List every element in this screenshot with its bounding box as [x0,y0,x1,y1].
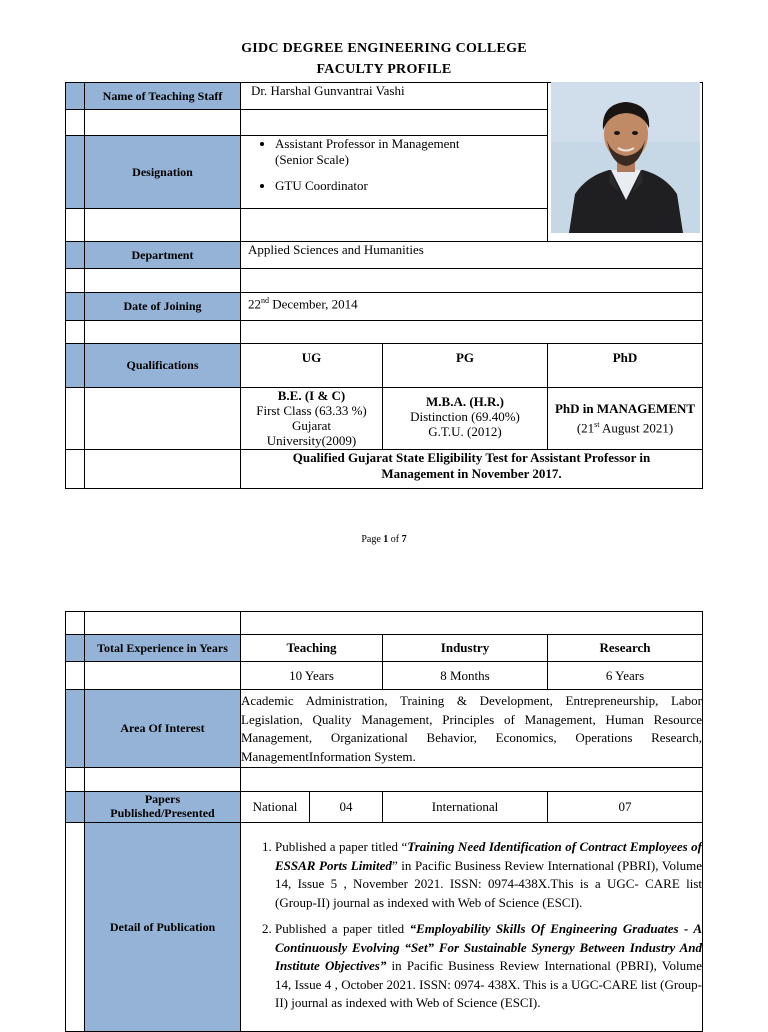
publication-label: Detail of Publication [84,822,241,1032]
experience-label: Total Experience in Years [84,634,241,662]
row-marker [65,292,85,321]
spacer-cell [84,661,241,690]
publication-detail [240,822,703,1032]
joining-rest: December, 2014 [269,296,358,312]
ug-class: First Class (63.33 %) [256,403,367,418]
row-marker [65,611,85,635]
pub1-title: Training Need Identification of Contract Employees of ESSAR Ports Limited [275,839,702,873]
exp-header-research: Research [547,634,703,662]
designation-item: • Assistant Professor in Management (Senior Scale) [275,136,495,168]
row-marker [65,767,85,792]
joining-value [240,292,703,321]
exp-teaching: 10 Years [240,661,383,690]
publication-item [275,920,702,1013]
pub2-post: in Pacific Business Review International (PBRI), Volume 14, Issue 4 , October 2021. ISSN: 0974- 438X. This is a UGC-CARE list (Group-II) journal as indexed with Web of Science (ESCI). [275,958,702,1010]
phd-date-post: August 2021) [599,420,674,436]
college-name: GIDC DEGREE ENGINEERING COLLEGE [241,41,527,56]
spacer-cell [240,109,548,136]
joining-label: Date of Joining [84,292,241,321]
designation-label: Designation [84,135,241,209]
qual-header-ug: UG [240,343,383,388]
publication-list [241,838,702,1013]
spacer-cell [84,109,241,136]
row-marker [65,82,85,110]
pub1-pre: Published a paper titled “ [275,839,408,854]
spacer-cell [84,387,241,450]
pub2-pre: Published a paper titled [275,921,410,936]
designation-item: • GTU Coordinator [275,178,547,194]
joining-day: 22 [248,296,261,312]
ug-university: Gujarat [292,418,331,433]
national-count: 04 [309,791,383,823]
phd-date-pre: (21 [576,420,595,436]
phd-title: PhD in MANAGEMENT [554,401,696,416]
page-prefix: Page [361,534,384,545]
spacer-cell [84,449,241,489]
department-value-text: Applied Sciences and Humanities [248,242,424,257]
row-marker [65,661,85,690]
row-marker [65,320,85,344]
department-label: Department [84,241,241,269]
row-marker [65,449,85,489]
row-marker [65,634,85,662]
interest-value: Academic Administration, Training & Development, Entrepreneurship, Labor Legislation, Quality Management, Principles of Management, Human Resource Management, Organizational Behavior, Economics, Operations Research, ManagementInformation System. [240,689,703,768]
publication-item [275,838,702,912]
spacer-cell [84,611,241,635]
person-portrait-icon [551,82,700,233]
spacer-cell [240,611,703,635]
exp-header-teaching: Teaching [240,634,383,662]
row-marker [65,109,85,136]
international-count: 07 [547,791,703,823]
spacer-cell [240,320,703,344]
spacer-cell [240,268,703,293]
exp-header-industry: Industry [382,634,548,662]
page-number [0,534,768,545]
papers-label-line2: Published/Presented [110,806,215,820]
qual-ug [240,387,383,450]
spacer-cell [240,767,703,792]
qual-header-pg: PG [382,343,548,388]
pg-university: G.T.U. (2012) [428,424,502,439]
international-label: International [382,791,548,823]
row-marker [65,791,85,823]
page-current: 1 [383,534,389,545]
papers-label [84,791,241,823]
name-label: Name of Teaching Staff [84,82,241,110]
qualifications-label: Qualifications [84,343,241,388]
exp-industry: 8 Months [382,661,548,690]
staff-photo [551,82,700,233]
ug-degree: B.E. (I & C) [277,388,346,403]
phd-date-sup: st [594,420,600,429]
spacer-cell [84,320,241,344]
row-marker [65,387,85,450]
designation-list [241,136,547,194]
row-marker [65,241,85,269]
spacer-cell [84,767,241,792]
interest-label: Area Of Interest [84,689,241,768]
row-marker [65,343,85,388]
spacer-cell [240,208,548,242]
name-value [240,82,548,110]
row-marker [65,135,85,209]
department-value [240,241,703,269]
exp-research: 6 Years [547,661,703,690]
document-title: FACULTY PROFILE [316,62,452,77]
row-marker [65,822,85,1032]
qual-header-phd: PhD [547,343,703,388]
spacer-cell [84,268,241,293]
papers-label-line1: Papers [144,792,181,806]
qual-pg [382,387,548,450]
designation-value [240,135,548,209]
pub2-title: “Employability Skills Of Engineering Graduates - A Continuously Evolving “Set” For Sustainable Synergy Between Industry And Institute Objectives” [275,921,703,973]
pub1-post: ” in Pacific Business Review International (PBRI), Volume 14, Issue 5 , November 2021. ISSN: 0974-438X.This is a UGC- CARE list (Group-II) journal as indexed with Web of Science (ESCI). [275,857,702,910]
row-marker [65,689,85,768]
row-marker [65,208,85,242]
page-total: 7 [401,534,407,545]
set-note: Qualified Gujarat State Eligibility Test for Assistant Professor in Management in November 2017. [240,449,703,489]
pg-degree: M.B.A. (H.R.) [426,394,504,409]
spacer-cell [84,208,241,242]
page-mid: of [388,534,402,545]
ug-year: University(2009) [266,433,357,448]
pg-class: Distinction (69.40%) [410,409,520,424]
qual-phd [547,387,703,450]
national-label: National [240,791,310,823]
row-marker [65,268,85,293]
joining-sup: nd [261,296,269,305]
name-value-text: Dr. Harshal Gunvantrai Vashi [251,83,405,98]
phd-date [548,417,702,436]
